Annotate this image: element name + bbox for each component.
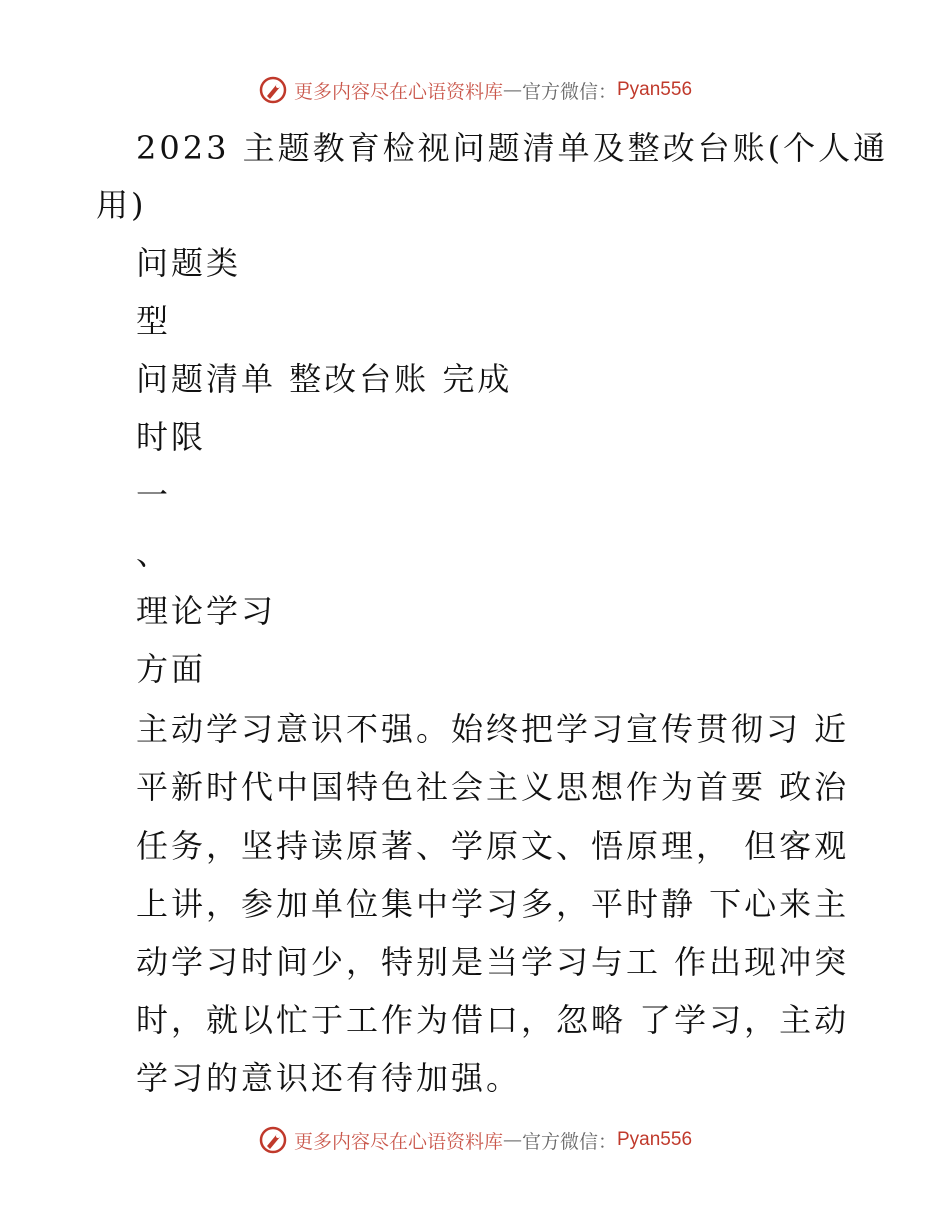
doc-line-3: 问题清单 整改台账 完成	[136, 360, 513, 398]
pen-nib-circle-icon	[258, 75, 288, 105]
watermark-official: 官方微信：	[521, 80, 617, 103]
doc-line-10: 平新时代中国特色社会主义思想作为首要 政治	[136, 768, 850, 806]
watermark-account: Pyan556	[617, 79, 693, 100]
doc-line-1: 问题类	[136, 244, 242, 282]
doc-line-14: 时，就以忙于工作为借口，忽略 了学习，主动	[136, 1001, 850, 1039]
doc-line-13: 动学习时间少，特别是当学习与工 作出现冲突	[136, 943, 850, 981]
doc-line-5: 一	[136, 476, 172, 514]
watermark-brand: 更多内容尽在心语资料库	[293, 80, 503, 103]
doc-line-8: 方面	[136, 650, 207, 688]
watermark-dash: —	[502, 1129, 522, 1151]
header-watermark	[0, 70, 950, 110]
doc-title-line-1: 2023 主题教育检视问题清单及整改台账(个人通	[136, 129, 889, 167]
watermark-official: 官方微信：	[521, 1130, 617, 1153]
watermark-dash: —	[502, 79, 522, 101]
doc-line-2: 型	[136, 302, 172, 340]
doc-line-15: 学习的意识还有待加强。	[136, 1059, 522, 1097]
watermark-account: Pyan556	[617, 1129, 693, 1150]
doc-line-12: 上讲，参加单位集中学习多，平时静 下心来主	[136, 885, 850, 923]
doc-line-9: 主动学习意识不强。始终把学习宣传贯彻习 近	[136, 710, 850, 748]
footer-watermark	[0, 1120, 950, 1160]
doc-title-line-2: 用)	[96, 186, 147, 224]
pen-nib-circle-icon	[258, 1125, 288, 1155]
doc-line-4: 时限	[136, 418, 207, 456]
doc-line-6: 、	[136, 534, 172, 572]
watermark-brand: 更多内容尽在心语资料库	[293, 1130, 503, 1153]
doc-line-7: 理论学习	[136, 592, 277, 630]
doc-line-11: 任务，坚持读原著、学原文、悟原理， 但客观	[136, 827, 850, 865]
